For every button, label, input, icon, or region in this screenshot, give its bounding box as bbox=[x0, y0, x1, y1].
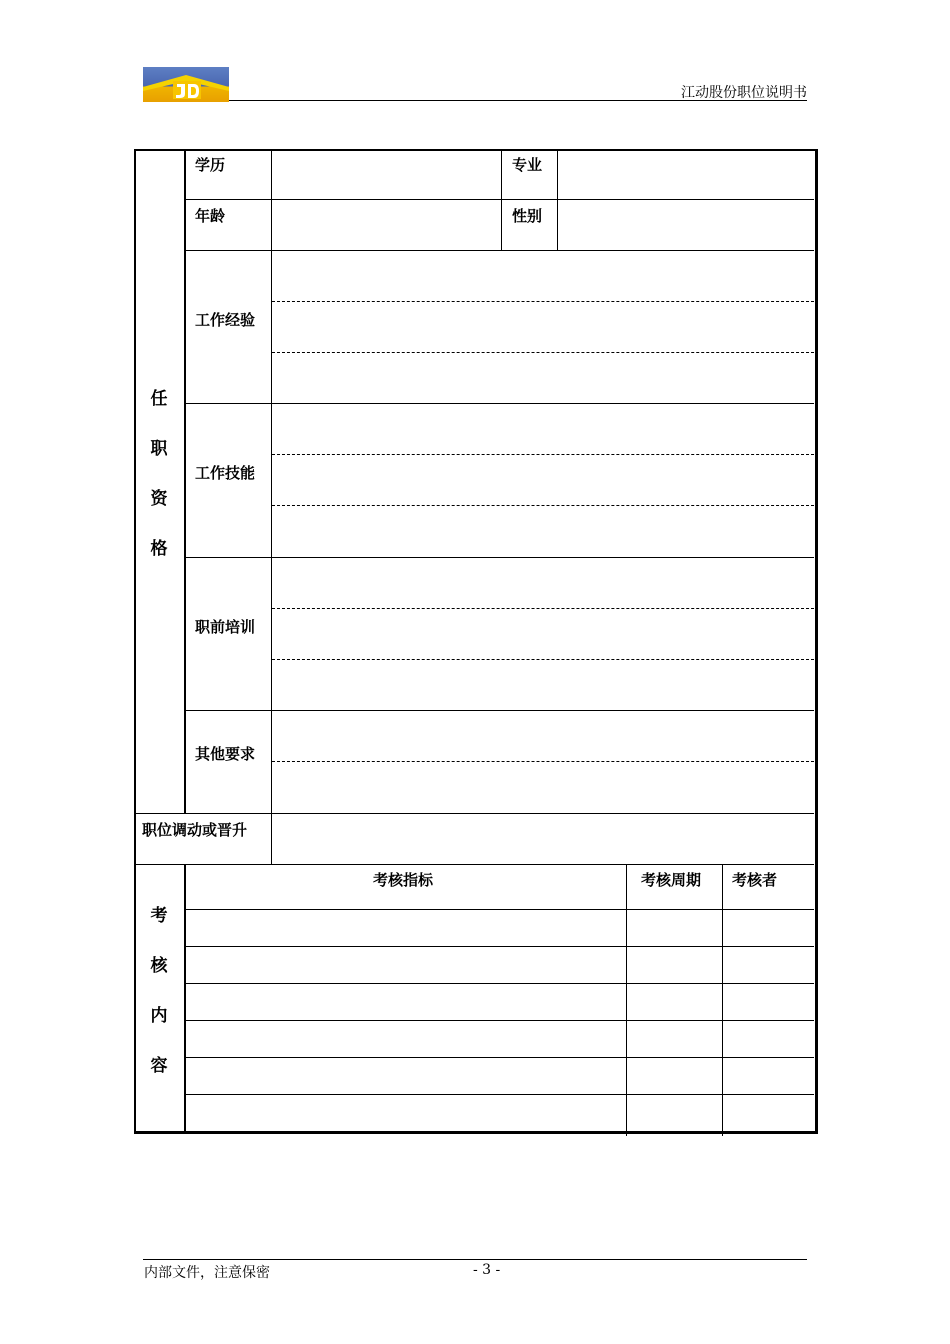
company-logo bbox=[143, 67, 229, 102]
row-divider bbox=[184, 983, 814, 984]
dashed-divider bbox=[272, 454, 814, 455]
row-divider bbox=[184, 946, 814, 947]
experience-label: 工作经验 bbox=[195, 311, 256, 329]
footer-divider bbox=[143, 1259, 807, 1260]
dashed-divider bbox=[272, 301, 814, 302]
qualifications-section-label: 任 职 资 格 bbox=[150, 389, 168, 559]
column-divider bbox=[626, 864, 627, 1136]
dashed-divider bbox=[272, 608, 814, 609]
assessment-period-header: 考核周期 bbox=[641, 871, 702, 889]
label-column-divider bbox=[271, 149, 272, 864]
form-border bbox=[134, 149, 818, 1134]
row-divider bbox=[184, 403, 814, 404]
row-divider bbox=[184, 1094, 814, 1095]
page-number: - 3 - bbox=[473, 1262, 501, 1278]
row-divider bbox=[184, 557, 814, 558]
row-divider bbox=[134, 864, 814, 865]
skills-label: 工作技能 bbox=[195, 464, 256, 482]
other-requirements-label: 其他要求 bbox=[195, 745, 256, 763]
promotion-label: 职位调动或晋升 bbox=[142, 821, 248, 839]
dashed-divider bbox=[272, 761, 814, 762]
assessment-indicator-header: 考核指标 bbox=[373, 871, 434, 889]
row-divider bbox=[184, 199, 814, 200]
dashed-divider bbox=[272, 352, 814, 353]
document-title: 江动股份职位说明书 bbox=[681, 85, 807, 101]
column-divider bbox=[722, 864, 723, 1136]
row-divider bbox=[184, 250, 814, 251]
confidential-notice: 内部文件，注意保密 bbox=[144, 1265, 270, 1281]
dashed-divider bbox=[272, 659, 814, 660]
section-divider bbox=[184, 864, 186, 1132]
dashed-divider bbox=[272, 505, 814, 506]
education-label: 学历 bbox=[195, 156, 226, 174]
major-label: 专业 bbox=[512, 156, 543, 174]
row-divider bbox=[184, 909, 814, 910]
logo-graphic bbox=[143, 67, 229, 102]
gender-label: 性别 bbox=[512, 207, 543, 225]
assessor-header: 考核者 bbox=[732, 871, 778, 889]
header-divider bbox=[229, 100, 807, 101]
job-description-form bbox=[134, 149, 817, 1133]
row-divider bbox=[134, 813, 814, 814]
assessment-section-label: 考 核 内 容 bbox=[150, 906, 168, 1076]
row-divider bbox=[184, 1020, 814, 1021]
section-divider bbox=[184, 149, 186, 813]
age-label: 年龄 bbox=[195, 207, 226, 225]
row-divider bbox=[184, 1057, 814, 1058]
row-divider bbox=[184, 710, 814, 711]
training-label: 职前培训 bbox=[195, 618, 256, 636]
